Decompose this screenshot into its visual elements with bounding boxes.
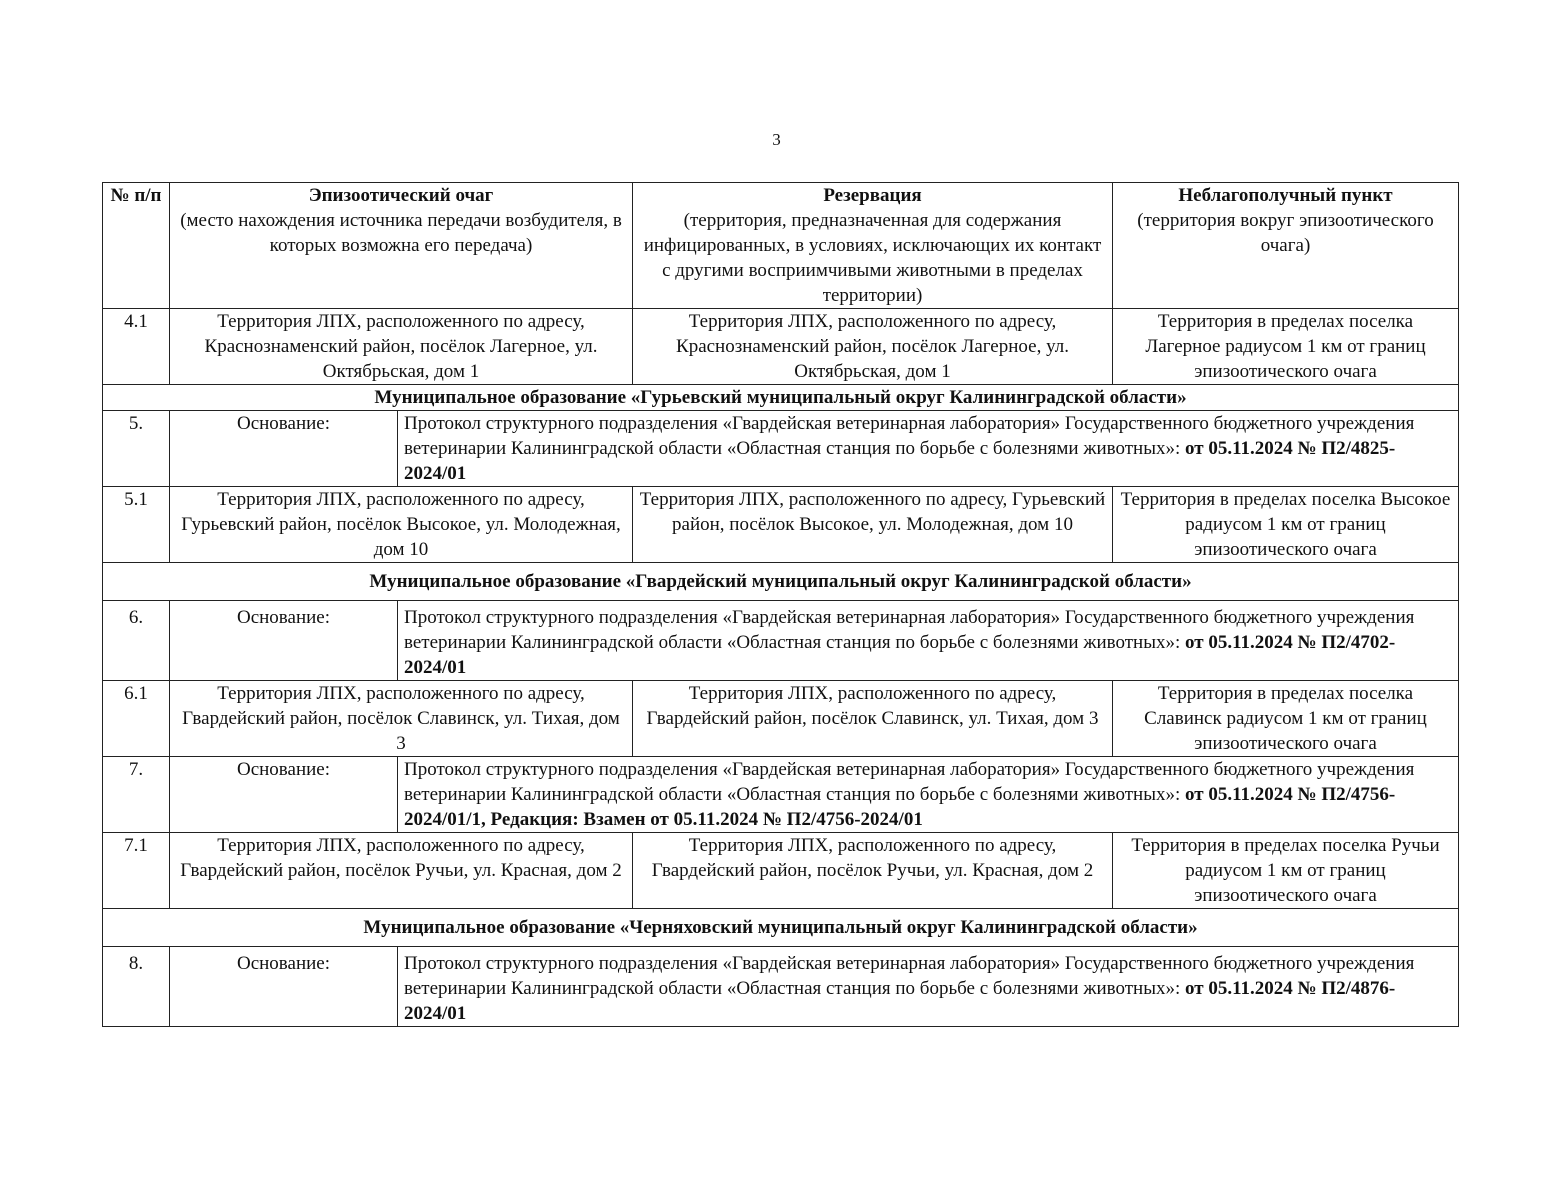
table-row — [103, 947, 1459, 1027]
basis-text: Протокол структурного подразделения «Гвардейская ветеринарная лаборатория» Государственного бюджетного учреждения ветеринарии Калининградской области «Областная станция по борьбе с болезнями животных»: от 05.11.2024 № П2/4876-2024/01 — [398, 947, 1459, 1027]
header-focus-title: Эпизоотический очаг — [308, 185, 494, 206]
basis-text: Протокол структурного подразделения «Гвардейская ветеринарная лаборатория» Государственного бюджетного учреждения ветеринарии Калининградской области «Областная станция по борьбе с болезнями животных»: от 05.11.2024 № П2/4756-2024/01/1, Редакция: Взамен от 05.11.2024 № П2/4756-2024/01 — [398, 757, 1459, 833]
basis-reference: от 05.11.2024 № П2/4825-2024/01 — [404, 438, 1396, 484]
table-row — [103, 411, 1459, 487]
basis-label: Основание: — [170, 411, 398, 487]
unfavorable-cell: Территория в пределах поселка Славинск радиусом 1 км от границ эпизоотического очага — [1113, 681, 1459, 757]
municipality-row — [103, 563, 1459, 601]
basis-reference: от 05.11.2024 № П2/4756-2024/01/1, Редакция: Взамен от 05.11.2024 № П2/4756-2024/01 — [404, 784, 1396, 830]
basis-reference: от 05.11.2024 № П2/4876-2024/01 — [404, 978, 1396, 1024]
table-row — [103, 309, 1459, 385]
table-row — [103, 487, 1459, 563]
header-reservation — [633, 183, 1113, 309]
focus-cell: Территория ЛПХ, расположенного по адресу, Краснознаменский район, посёлок Лагерное, ул. Октябрьская, дом 1 — [170, 309, 633, 385]
reservation-cell: Территория ЛПХ, расположенного по адресу, Гурьевский район, посёлок Высокое, ул. Молодежная, дом 10 — [633, 487, 1113, 563]
header-num: № п/п — [103, 183, 170, 309]
row-number: 8. — [103, 947, 170, 1027]
focus-cell: Территория ЛПХ, расположенного по адресу, Гвардейский район, посёлок Ручьи, ул. Красная, дом 2 — [170, 833, 633, 909]
header-reservation-sub: (территория, предназначенная для содержания инфицированных, в условиях, исключающих их контакт с другими восприимчивыми животными в пределах территории) — [643, 210, 1102, 306]
reservation-cell: Территория ЛПХ, расположенного по адресу, Гвардейский район, посёлок Ручьи, ул. Красная, дом 2 — [633, 833, 1113, 909]
header-unfavorable — [1113, 183, 1459, 309]
basis-reference: от 05.11.2024 № П2/4702-2024/01 — [404, 632, 1396, 678]
unfavorable-cell: Территория в пределах поселка Ручьи радиусом 1 км от границ эпизоотического очага — [1113, 833, 1459, 909]
reservation-cell: Территория ЛПХ, расположенного по адресу, Гвардейский район, посёлок Славинск, ул. Тихая, дом 3 — [633, 681, 1113, 757]
municipality-title: Муниципальное образование «Гурьевский муниципальный округ Калининградской области» — [103, 385, 1459, 411]
municipality-row — [103, 909, 1459, 947]
unfavorable-cell: Территория в пределах поселка Лагерное радиусом 1 км от границ эпизоотического очага — [1113, 309, 1459, 385]
reservation-cell: Территория ЛПХ, расположенного по адресу, Краснознаменский район, посёлок Лагерное, ул. Октябрьская, дом 1 — [633, 309, 1113, 385]
header-focus — [170, 183, 633, 309]
header-unfavorable-sub: (территория вокруг эпизоотического очага) — [1137, 210, 1434, 256]
basis-label: Основание: — [170, 601, 398, 681]
row-number: 5.1 — [103, 487, 170, 563]
epizootic-table — [102, 182, 1459, 1027]
row-number: 4.1 — [103, 309, 170, 385]
basis-text: Протокол структурного подразделения «Гвардейская ветеринарная лаборатория» Государственного бюджетного учреждения ветеринарии Калининградской области «Областная станция по борьбе с болезнями животных»: от 05.11.2024 № П2/4702-2024/01 — [398, 601, 1459, 681]
focus-cell: Территория ЛПХ, расположенного по адресу, Гвардейский район, посёлок Славинск, ул. Тихая, дом 3 — [170, 681, 633, 757]
basis-label: Основание: — [170, 757, 398, 833]
table-row — [103, 601, 1459, 681]
municipality-row — [103, 385, 1459, 411]
header-focus-sub: (место нахождения источника передачи возбудителя, в которых возможна его передача) — [180, 210, 622, 256]
row-number: 5. — [103, 411, 170, 487]
table-row — [103, 681, 1459, 757]
row-number: 7.1 — [103, 833, 170, 909]
header-row — [103, 183, 1459, 309]
table-row — [103, 757, 1459, 833]
municipality-title: Муниципальное образование «Гвардейский муниципальный округ Калининградской области» — [103, 563, 1459, 601]
focus-cell: Территория ЛПХ, расположенного по адресу, Гурьевский район, посёлок Высокое, ул. Молодежная, дом 10 — [170, 487, 633, 563]
municipality-title: Муниципальное образование «Черняховский муниципальный округ Калининградской области» — [103, 909, 1459, 947]
row-number: 6. — [103, 601, 170, 681]
basis-label: Основание: — [170, 947, 398, 1027]
unfavorable-cell: Территория в пределах поселка Высокое радиусом 1 км от границ эпизоотического очага — [1113, 487, 1459, 563]
row-number: 6.1 — [103, 681, 170, 757]
basis-text: Протокол структурного подразделения «Гвардейская ветеринарная лаборатория» Государственного бюджетного учреждения ветеринарии Калининградской области «Областная станция по борьбе с болезнями животных»: от 05.11.2024 № П2/4825-2024/01 — [398, 411, 1459, 487]
header-reservation-title: Резервация — [823, 185, 922, 206]
table-row — [103, 833, 1459, 909]
page-number: 3 — [772, 130, 781, 149]
row-number: 7. — [103, 757, 170, 833]
header-unfavorable-title: Неблагополучный пункт — [1178, 185, 1393, 206]
